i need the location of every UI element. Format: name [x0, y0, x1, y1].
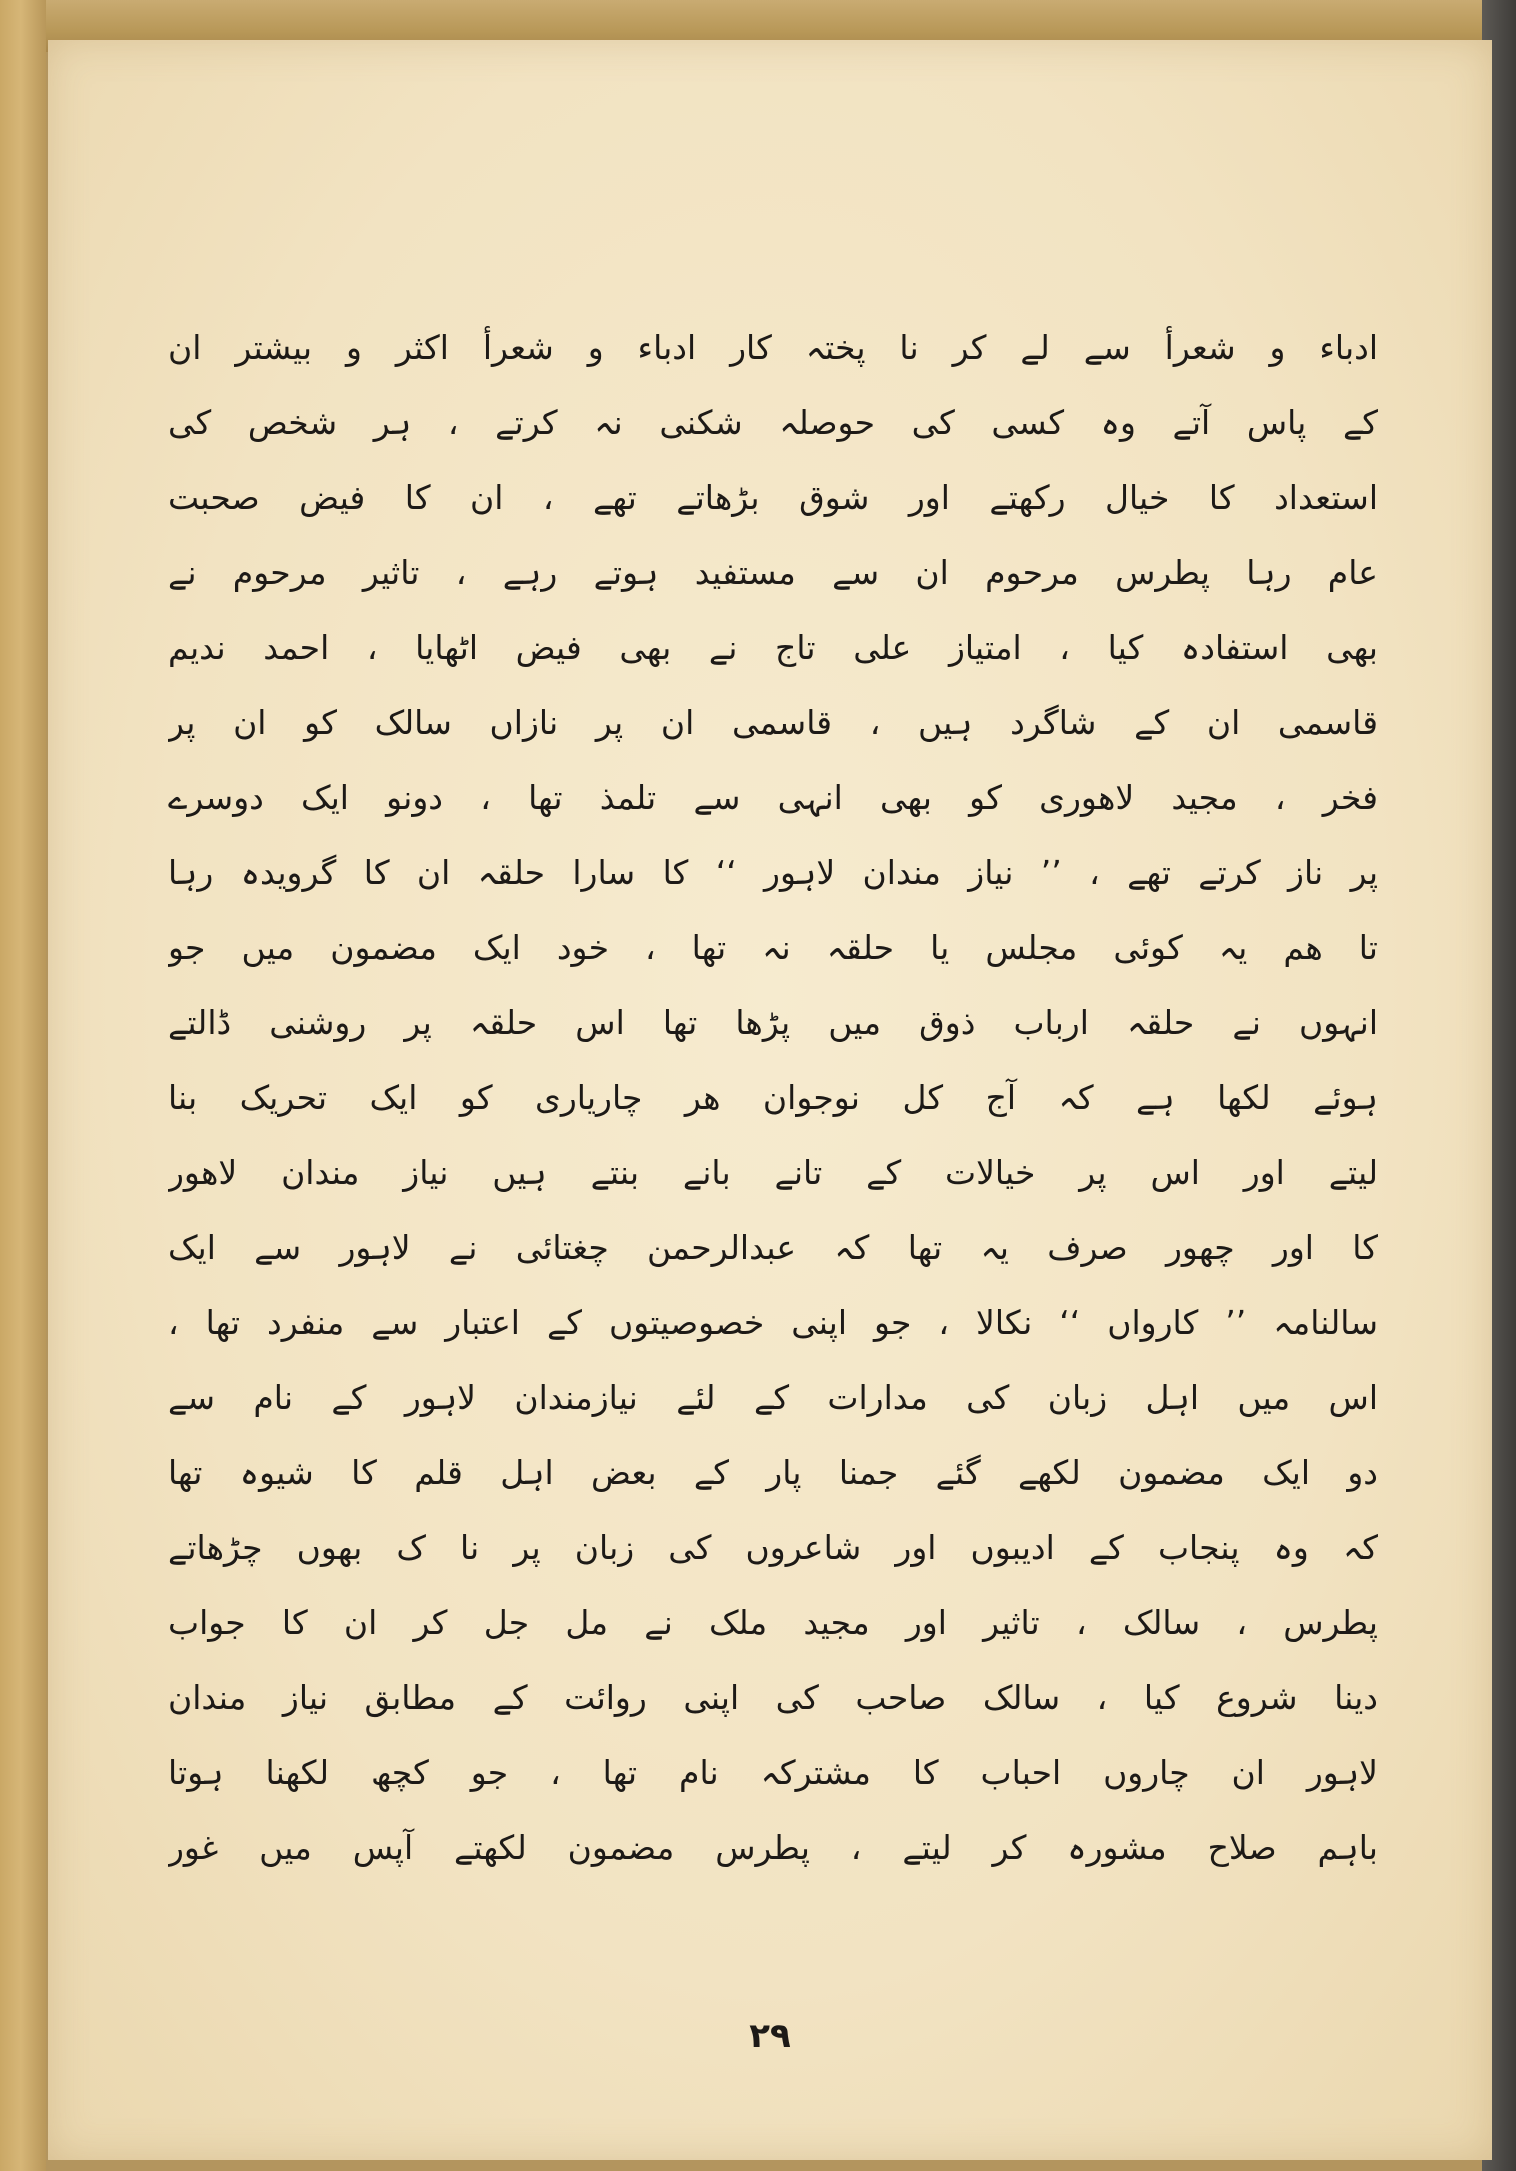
text-line: ہوئے لکھا ہے کہ آج کل نوجوان ھر چاریاری کو ایک تحریک بنا — [168, 1078, 1378, 1117]
body-text — [168, 310, 1378, 1885]
text-line: لاہور ان چاروں احباب کا مشترکہ نام تھا ، جو کچھ لکھنا ہوتا — [168, 1753, 1378, 1792]
text-line: دینا شروع کیا ، سالک صاحب کی اپنی روائت کے مطابق نیاز مندان — [168, 1678, 1378, 1717]
text-line: کا اور چھور صرف یہ تھا کہ عبدالرحمن چغتائی نے لاہور سے ایک — [168, 1228, 1378, 1267]
text-line: فخر ، مجید لاھوری کو بھی انہی سے تلمذ تھا ، دونو ایک دوسرے — [168, 778, 1378, 817]
page-number: ۲۹ — [749, 2016, 791, 2056]
text-line: ادباء و شعرأ سے لے کر نا پختہ کار ادباء و شعرأ اکثر و بیشتر ان — [168, 328, 1378, 367]
text-line: باہم صلاح مشورہ کر لیتے ، پطرس مضمون لکھتے آپس میں غور — [168, 1828, 1378, 1867]
text-line: لیتے اور اس پر خیالات کے تانے بانے بنتے ہیں نیاز مندان لاھور — [168, 1153, 1378, 1192]
text-line: پطرس ، سالک ، تاثیر اور مجید ملک نے مل جل کر ان کا جواب — [168, 1603, 1378, 1642]
text-line: کہ وہ پنجاب کے ادیبوں اور شاعروں کی زبان پر نا ک بھوں چڑھاتے — [168, 1528, 1378, 1567]
text-line: سالنامہ ’’ کارواں ‘‘ نکالا ، جو اپنی خصوصیتوں کے اعتبار سے منفرد تھا ، — [168, 1303, 1378, 1342]
book-page — [48, 40, 1492, 2160]
text-line: قاسمی ان کے شاگرد ہیں ، قاسمی ان پر نازاں سالک کو ان پر — [168, 703, 1378, 742]
text-line: تا ھم یہ کوئی مجلس یا حلقہ نہ تھا ، خود ایک مضمون میں جو — [168, 928, 1378, 967]
scan-background-left-edge — [0, 0, 46, 2171]
text-line: اس میں اہل زبان کی مدارات کے لئے نیازمندان لاہور کے نام سے — [168, 1378, 1378, 1417]
text-line: استعداد کا خیال رکھتے اور شوق بڑھاتے تھے ، ان کا فیض صحبت — [168, 478, 1378, 517]
text-line: دو ایک مضمون لکھے گئے جمنا پار کے بعض اہل قلم کا شیوہ تھا — [168, 1453, 1378, 1492]
text-line: پر ناز کرتے تھے ، ’’ نیاز مندان لاہور ‘‘ کا سارا حلقہ ان کا گرویدہ رہا — [168, 853, 1378, 892]
text-line: انہوں نے حلقہ ارباب ذوق میں پڑھا تھا اس حلقہ پر روشنی ڈالتے — [168, 1003, 1378, 1042]
text-line: عام رہا پطرس مرحوم ان سے مستفید ہوتے رہے ، تاثیر مرحوم نے — [168, 553, 1378, 592]
text-line: بھی استفادہ کیا ، امتیاز علی تاج نے بھی فیض اٹھایا ، احمد ندیم — [168, 628, 1378, 667]
text-line: کے پاس آتے وہ کسی کی حوصلہ شکنی نہ کرتے ، ہر شخص کی — [168, 403, 1378, 442]
